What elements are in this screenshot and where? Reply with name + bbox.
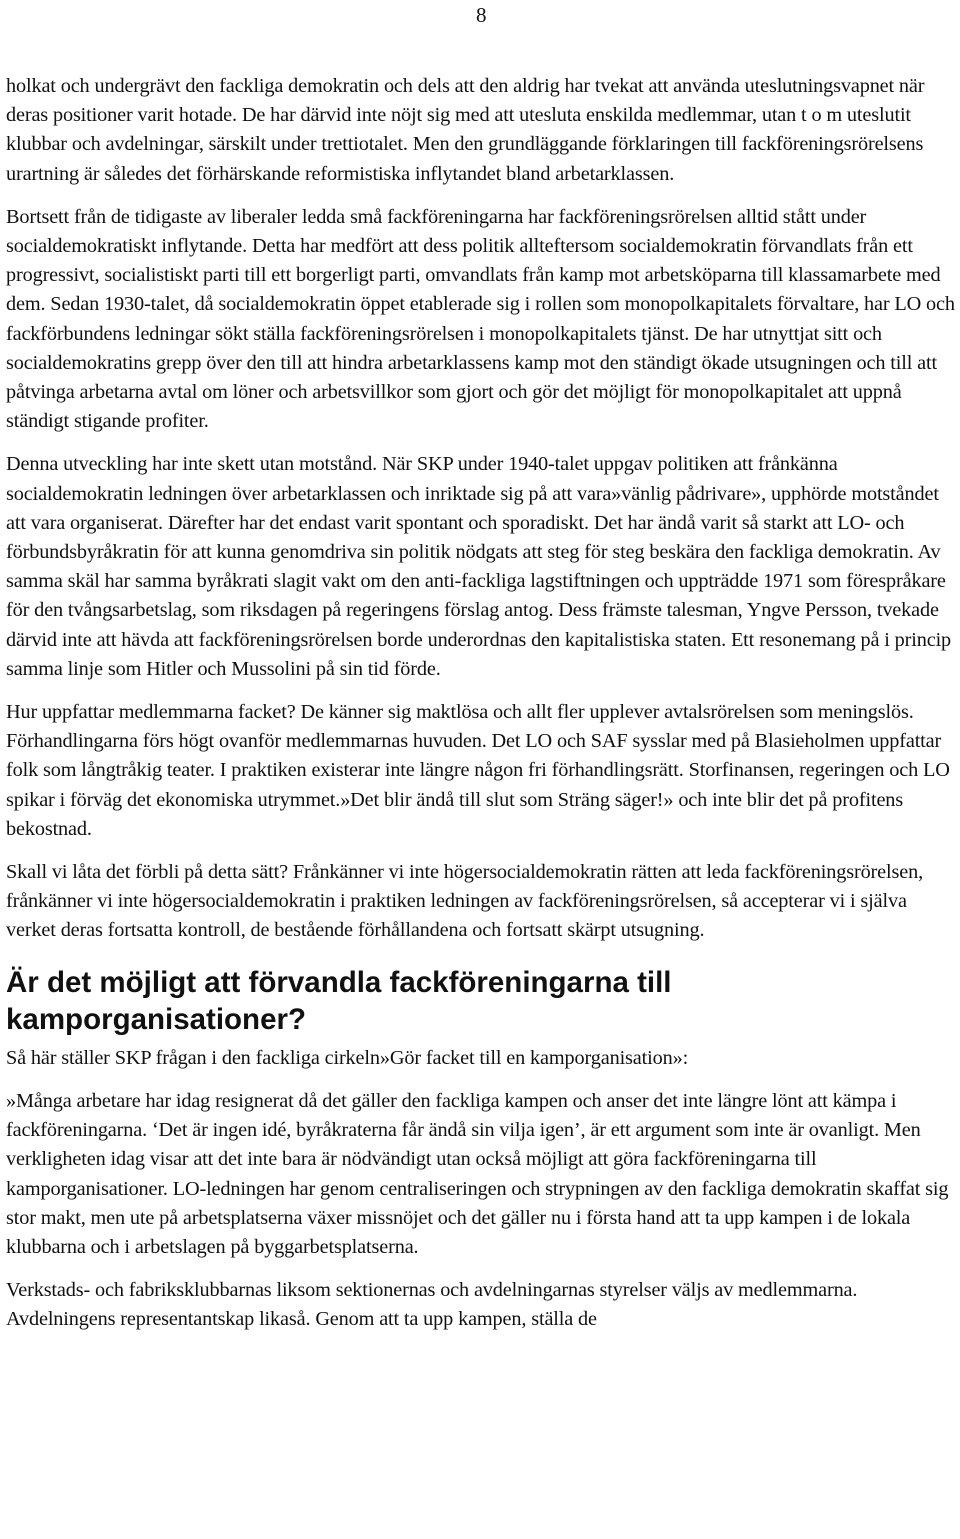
section-intro: Så här ställer SKP frågan i den fackliga cirkeln»Gör facket till en kamporganisation»: [6, 1046, 689, 1069]
paragraph-question: Skall vi låta det förbli på detta sätt? Frånkänner vi inte högersocialdemokratin rätten att leda fackföreningsrörelsen, frånkänner vi inte högersocialdemokratin i praktiken ledningen av fackföreningsrörelsen, så accepterar vi i själva verket deras fortsatta kontroll, de bestående förhållandena och fortsatt skärpt utsugning. [6, 861, 923, 942]
document-body [6, 72, 956, 1349]
paragraph-socialdemocratic-influence: Bortsett från de tidigaste av liberaler ledda små fackföreningarna har fackföreningsrörelsen alltid stått under socialdemokratiskt inflytande. Detta har medfört att dess politik allteftersom socialdemokratin förvandlats från ett progressivt, socialistiskt parti till ett borgerligt parti, omvandlats från kamp mot arbetsköparna till klassamarbete med dem. Sedan 1930-talet, då socialdemokratin öppet etablerade sig i rollen som monopolkapitalets förvaltare, har LO och fackförbundens ledningar sökt ställa fackföreningsrörelsen i monopolkapitalets tjänst. De har utnyttjat sitt och socialdemokratins grepp över den till att hindra arbetarklassens kamp mot den ständigt ökade utsugningen och till att påtvinga arbetarna avtal om löner och arbetsvillkor som gjort och gör det möjligt för monopolkapitalet att uppnå ständigt stigande profiter. [6, 205, 955, 433]
closing-paragraph: Verkstads- och fabriksklubbarnas liksom sektionernas och avdelningarnas styrelser väljs av medlemmarna. Avdelningens representantskap likaså. Genom att ta upp kampen, ställa de [6, 1279, 858, 1331]
section-heading: Är det möjligt att förvandla fackföreningarna till kamporganisationer? [6, 965, 672, 1036]
paragraph-reformism: holkat och undergrävt den fackliga demokratin och dels att den aldrig har tvekat att använda uteslutningsvapnet när deras positioner varit hotade. De har därvid inte nöjt sig med att utesluta enskilda medlemmar, utan t o m uteslutit klubbar och avdelningar, särskilt under trettiotalet. Men den grundläggande förklaringen till fackföreningsrörelsens urartning är således det förhärskande reformistiska inflytandet bland arbetarklassen. [6, 75, 925, 185]
page-number: 8 [476, 3, 487, 27]
quoted-paragraph: »Många arbetare har idag resignerat då det gäller den fackliga kampen och anser det inte längre lönt att kämpa i fackföreningarna. ‘Det är ingen idé, byråkraterna får ändå sin vilja igen’, är ett argument som inte är ovanligt. Men verkligheten idag visar att det inte bara är nödvändigt utan också möjligt att göra fackföreningarna till kamporganisationer. LO-ledningen har genom centraliseringen och strypningen av den fackliga demokratin skaffat sig stor makt, men ute på arbetsplatserna växer missnöjet och det gäller nu i första hand att ta upp kampen i de lokala klubbarna och i arbetslagen på byggarbetsplatserna. [6, 1089, 949, 1258]
paragraph-members-view: Hur uppfattar medlemmarna facket? De känner sig maktlösa och allt fler upplever avtalsrörelsen som meningslös. Förhandlingarna förs högt ovanför medlemmarnas huvuden. Det LO och SAF sysslar med på Blasieholmen uppfattar folk som långtråkig teater. I praktiken existerar inte längre någon fri förhandlingsrätt. Storfinansen, regeringen och LO spikar i förväg det ekonomiska utrymmet.»Det blir ändå till slut som Sträng säger!» och inte blir det på profitens bekostnad. [6, 701, 950, 840]
paragraph-resistance: Denna utveckling har inte skett utan motstånd. När SKP under 1940-talet uppgav politiken att frånkänna socialdemokratin ledningen över arbetarklassen och inriktade sig på att vara»vänlig pådrivare», upphörde motståndet att vara organiserat. Därefter har det endast varit spontant och sporadiskt. Det har ändå varit så starkt att LO- och förbundsbyråkratin för att kunna genomdriva sin politik nödgats att steg för steg beskära den fackliga demokratin. Av samma skäl har samma byråkrati slagit vakt om den anti-fackliga lagstiftningen och uppträdde 1971 som förespråkare för den tvångsarbetslag, som riksdagen på regeringens förslag antog. Dess främste talesman, Yngve Persson, tvekade därvid inte att hävda att fackföreningsrörelsen borde underordnas den kapitalistiska staten. Ett resonemang på i princip samma linje som Hitler och Mussolini på sin tid förde. [6, 453, 952, 680]
